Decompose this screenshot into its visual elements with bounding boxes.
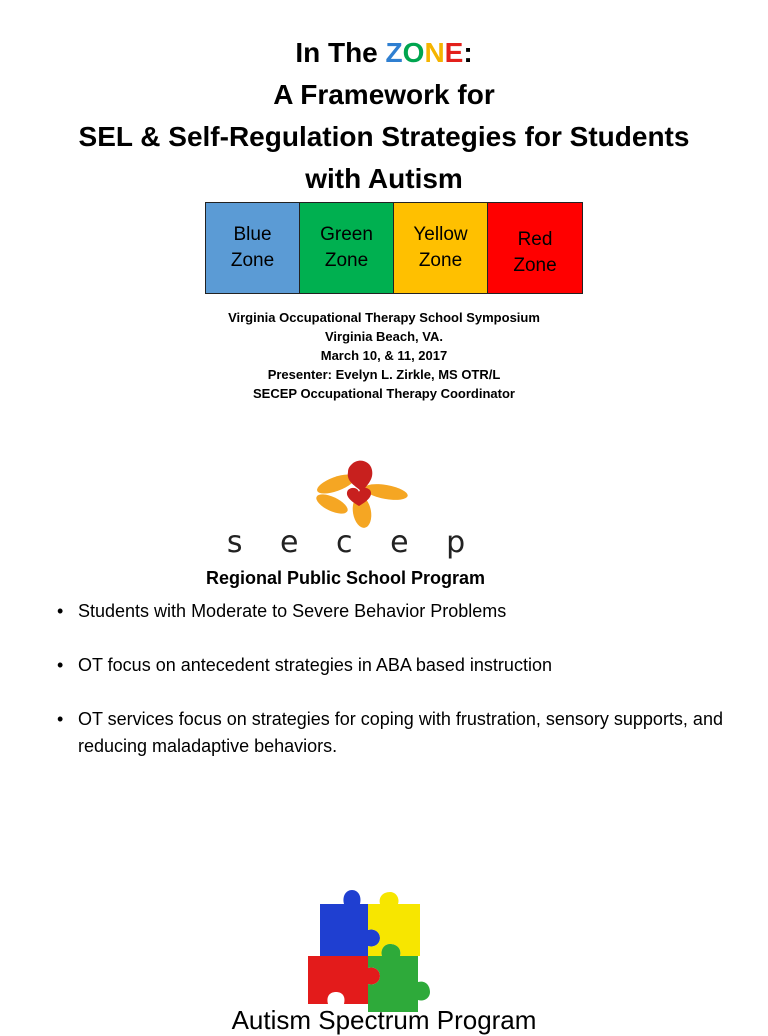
program-heading: Regional Public School Program (206, 568, 486, 588)
title-line-2: A Framework for (273, 79, 495, 110)
event-presenter: Presenter: Evelyn L. Zirkle, MS OTR/L (267, 367, 501, 382)
title-prefix: In The (295, 37, 386, 68)
event-presenter-title: SECEP Occupational Therapy Coordinator (253, 386, 515, 401)
event-info (0, 308, 768, 403)
event-dates: March 10, & 11, 2017 (320, 348, 448, 363)
bullet-glyph: • (57, 601, 64, 621)
zone-red-label: Zone (513, 255, 557, 276)
autism-puzzle-icon (304, 886, 432, 1014)
title-line-3: SEL & Self-Regulation Strategies for Students (78, 121, 690, 152)
list-item (55, 706, 735, 760)
zone-box-blue (206, 203, 300, 293)
program-bullet-list (55, 598, 735, 787)
secep-wordmark: s e c e p (226, 525, 480, 560)
zone-letter-o: O (402, 37, 425, 68)
secep-flower-icon (314, 461, 409, 530)
slide-title (0, 32, 768, 200)
list-item (55, 652, 735, 679)
zone-box-yellow (394, 203, 488, 293)
title-line-4: with Autism (305, 163, 463, 194)
zone-green-label: Zone (324, 250, 369, 271)
zone-red-word: Red (517, 229, 553, 250)
title-colon: : (463, 37, 473, 68)
event-location: Virginia Beach, VA. (324, 329, 443, 344)
bullet-text: OT focus on antecedent strategies in ABA based instruction (78, 655, 552, 675)
zone-green-word: Green (320, 224, 373, 245)
zones-chart (205, 202, 583, 294)
bullet-text: Students with Moderate to Severe Behavior Problems (78, 601, 507, 621)
zone-box-green (300, 203, 394, 293)
zone-letter-n: N (424, 37, 445, 68)
zone-blue-label: Zone (230, 250, 275, 271)
zone-yellow-label: Zone (418, 250, 463, 271)
zone-letter-e: E (444, 37, 464, 68)
autism-program-label: Autism Spectrum Program (231, 1005, 537, 1035)
zone-box-red (488, 203, 582, 293)
zone-letter-z: Z (385, 37, 403, 68)
zone-blue-word: Blue (233, 224, 272, 245)
title-line-1 (0, 32, 768, 74)
bullet-text: OT services focus on strategies for coping with frustration, sensory supports, and reducing maladaptive behaviors. (78, 709, 723, 756)
bullet-glyph: • (57, 655, 64, 675)
bullet-glyph: • (57, 709, 64, 729)
event-name: Virginia Occupational Therapy School Symposium (228, 310, 540, 325)
secep-logo (226, 456, 480, 560)
zone-yellow-word: Yellow (413, 224, 468, 245)
list-item (55, 598, 735, 625)
